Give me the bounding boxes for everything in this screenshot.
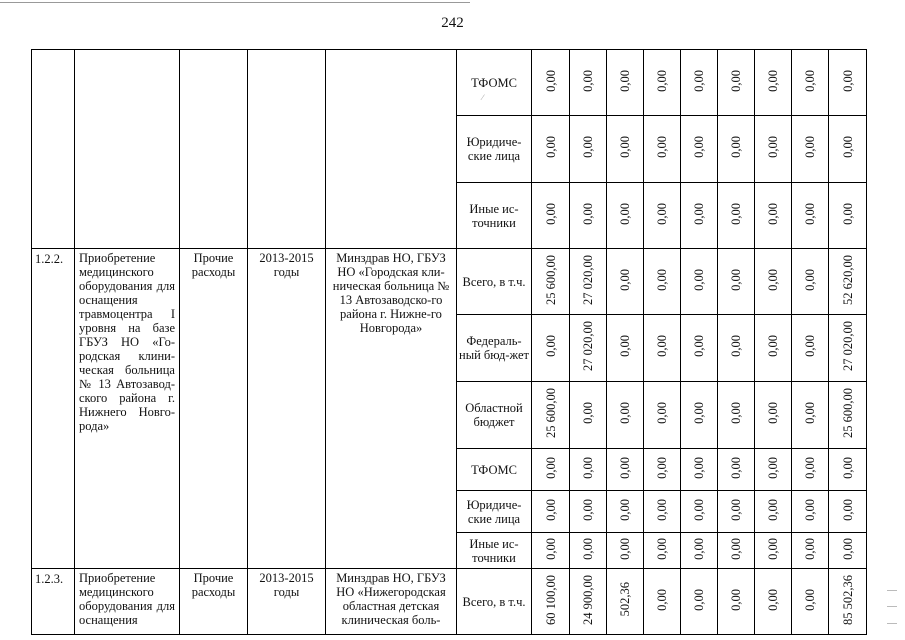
amount-value: 0,00 [692,537,706,560]
amount-cell [644,382,681,449]
item-executor-text: Минздрав НО, ГБУЗ НО «Городская кли-ническая больница № 13 Автозаводско-го района г. Нижне-го Новгорода» [332,251,450,335]
amount-value: 0,00 [840,456,855,479]
amount-value: 0,00 [581,202,595,225]
amount-value: 25 600,00 [543,254,558,305]
funding-source-label: Юридиче-ские лица [466,497,522,526]
amount-value: 0,00 [692,588,706,611]
amount-value: 0,00 [655,588,669,611]
amount-value: 25 600,00 [840,388,855,438]
item-executor-text: Минздрав НО, ГБУЗ НО «Нижегородская областная детская клиническая боль- [336,571,446,627]
amount-value: 0,00 [840,537,855,560]
amount-value: 24 900,00 [581,574,595,625]
item-category [180,249,248,569]
amount-value: 0,00 [692,69,706,92]
amount-value: 0,00 [729,456,743,479]
item-category-text: Прочие расходы [191,571,236,599]
amount-value: 0,00 [618,537,632,560]
amount-value: 0,00 [692,335,706,357]
amount-value: 0,00 [692,402,706,424]
amount-value: 0,00 [543,69,558,92]
item-name [75,249,180,569]
amount-value: 0,00 [803,202,817,225]
amount-value: 0,00 [692,498,706,521]
amount-cell [792,249,829,315]
amount-cell [644,491,681,533]
total-amount-cell [829,116,867,183]
amount-cell [532,491,570,533]
amount-value: 0,00 [766,202,780,225]
amount-cell [755,183,792,249]
amount-value: 0,00 [543,136,558,158]
total-amount-cell [829,449,867,491]
total-amount-cell [829,50,867,116]
item-name-text: Приобретение медицинского оборудования для оснащения травмоцентра I уровня на базе ГБУЗ НО «Го-родская клини-ческая больница № 13 Автозавод-ского района г. Нижнего Новго-рода» [79,251,175,433]
amount-value: 0,00 [655,456,669,479]
amount-cell [607,449,644,491]
amount-value: 0,00 [692,456,706,479]
amount-cell [718,116,755,183]
total-amount-cell [829,569,867,635]
funding-source [457,50,532,116]
amount-value: 0,00 [543,202,558,225]
amount-cell [570,491,607,533]
funding-source-label: Федераль-ный бюд-жет [459,334,529,362]
amount-value: 0,00 [655,202,669,225]
amount-value: 0,00 [803,69,817,92]
amount-value: 0,00 [729,69,743,92]
amount-value: 0,00 [803,335,817,357]
amount-value: 0,00 [803,402,817,424]
amount-cell [644,183,681,249]
amount-cell [532,382,570,449]
amount-cell [718,491,755,533]
amount-value: 0,00 [618,335,632,357]
funding-source-label: Областной бюджет [465,401,523,429]
amount-value: 0,00 [692,202,706,225]
amount-value: 0,00 [766,136,780,158]
amount-value: 0,00 [655,69,669,92]
total-amount-cell [829,315,867,382]
item-executor-cell [326,50,457,249]
amount-cell [718,569,755,635]
amount-value: 0,00 [803,456,817,479]
amount-value: 27 020,00 [581,321,595,371]
funding-source [457,449,532,491]
amount-cell [792,315,829,382]
amount-value: 0,00 [581,456,595,479]
amount-value: 0,00 [543,498,558,521]
amount-cell [755,315,792,382]
amount-value: 0,00 [581,498,595,521]
funding-source [457,116,532,183]
amount-cell [681,491,718,533]
amount-value: 25 600,00 [543,388,558,438]
amount-value: 0,00 [803,588,817,611]
total-amount-cell [829,491,867,533]
total-amount-cell [829,533,867,569]
amount-cell [681,315,718,382]
item-years-text: 2013-2015 годы [259,251,314,279]
amount-cell [644,569,681,635]
amount-value: 0,00 [729,202,743,225]
amount-cell [570,249,607,315]
item-category-cell [180,50,248,249]
amount-value: 0,00 [581,136,595,158]
amount-cell [607,382,644,449]
amount-cell [681,183,718,249]
amount-cell [755,116,792,183]
amount-value: 0,00 [543,335,558,357]
amount-cell [532,315,570,382]
amount-cell [607,491,644,533]
amount-value: 0,00 [729,498,743,521]
margin-mark [887,623,897,624]
funding-source [457,533,532,569]
funding-source [457,183,532,249]
amount-value: 0,00 [766,268,780,291]
amount-value: 0,00 [618,202,632,225]
amount-cell [718,315,755,382]
amount-value: 0,00 [840,136,855,158]
amount-value: 0,00 [729,588,743,611]
amount-value: 0,00 [766,69,780,92]
amount-cell [570,183,607,249]
amount-cell [532,183,570,249]
amount-value: 0,00 [655,402,669,424]
amount-value: 0,00 [618,268,632,291]
amount-value: 0,00 [729,335,743,357]
amount-cell [755,249,792,315]
total-amount-cell [829,249,867,315]
amount-cell [570,382,607,449]
amount-value: 0,00 [618,498,632,521]
amount-cell [681,249,718,315]
amount-value: 0,00 [543,456,558,479]
amount-value: 0,00 [729,402,743,424]
amount-value: 0,00 [618,69,632,92]
funding-source [457,249,532,315]
amount-value: 0,00 [581,537,595,560]
amount-value: 0,00 [766,588,780,611]
amount-cell [792,533,829,569]
total-amount-cell [829,183,867,249]
amount-value: 0,00 [729,268,743,291]
item-years-text: 2013-2015 годы [259,571,314,599]
table-row [32,50,867,116]
amount-cell [792,183,829,249]
amount-value: 0,00 [618,456,632,479]
item-years [248,569,326,635]
amount-cell [755,50,792,116]
amount-cell [607,116,644,183]
amount-cell [755,382,792,449]
amount-cell [607,315,644,382]
pen-mark: ⁄ [482,93,484,102]
amount-value: 27 020,00 [581,254,595,305]
amount-cell [532,50,570,116]
amount-value: 0,00 [840,498,855,521]
item-years-cell [248,50,326,249]
page-number: 242 [441,15,464,31]
funding-source [457,382,532,449]
amount-value: 52 620,00 [840,254,855,305]
amount-cell [681,533,718,569]
amount-value: 0,00 [803,537,817,560]
amount-cell [792,491,829,533]
amount-cell [570,569,607,635]
amount-value: 0,00 [729,136,743,158]
funding-source [457,569,532,635]
margin-mark [887,590,897,591]
amount-cell [532,533,570,569]
amount-cell [718,382,755,449]
amount-value: 502,36 [618,582,632,617]
amount-cell [570,315,607,382]
amount-value: 0,00 [581,69,595,92]
funding-source-label: ТФОМС [471,75,517,90]
amount-cell [718,249,755,315]
amount-value: 0,00 [655,136,669,158]
amount-value: 60 100,00 [543,574,558,625]
item-code-cell [32,50,75,249]
amount-value: 0,00 [803,136,817,158]
amount-value: 0,00 [840,202,855,225]
amount-cell [792,569,829,635]
amount-cell [681,50,718,116]
amount-cell [755,449,792,491]
amount-value: 0,00 [692,136,706,158]
budget-table [31,49,867,635]
item-executor [326,249,457,569]
item-code [32,569,75,635]
amount-cell [532,249,570,315]
amount-cell [644,533,681,569]
amount-cell [681,449,718,491]
amount-value: 85 502,36 [840,574,855,625]
amount-value: 0,00 [655,498,669,521]
funding-source [457,315,532,382]
amount-value: 0,00 [766,402,780,424]
table-row [32,569,867,635]
amount-value: 0,00 [618,136,632,158]
amount-cell [681,382,718,449]
amount-cell [532,449,570,491]
margin-mark [887,606,897,607]
amount-cell [718,533,755,569]
amount-cell [607,569,644,635]
amount-value: 0,00 [655,335,669,357]
item-years [248,249,326,569]
amount-value: 0,00 [766,456,780,479]
amount-cell [532,569,570,635]
amount-value: 0,00 [581,402,595,424]
amount-cell [607,533,644,569]
amount-cell [570,449,607,491]
amount-value: 0,00 [840,69,855,92]
amount-value: 0,00 [766,335,780,357]
amount-cell [570,116,607,183]
amount-cell [644,50,681,116]
amount-value: 0,00 [766,537,780,560]
amount-value: 0,00 [766,498,780,521]
amount-cell [644,116,681,183]
amount-value: 0,00 [729,537,743,560]
amount-value: 0,00 [803,268,817,291]
item-category [180,569,248,635]
amount-cell [607,183,644,249]
funding-source-label: Иные ис-точники [469,536,519,565]
amount-cell [792,116,829,183]
item-code-text: 1.2.3. [35,572,64,586]
funding-source-label: ТФОМС [471,462,517,477]
funding-source [457,491,532,533]
amount-cell [570,50,607,116]
amount-value: 0,00 [803,498,817,521]
item-name [75,569,180,635]
amount-cell [681,116,718,183]
amount-cell [792,50,829,116]
amount-cell [607,249,644,315]
amount-cell [792,449,829,491]
item-code [32,249,75,569]
amount-value: 27 020,00 [840,321,855,371]
item-executor [326,569,457,635]
amount-cell [644,249,681,315]
amount-cell [755,569,792,635]
amount-cell [607,50,644,116]
amount-cell [755,491,792,533]
item-category-text: Прочие расходы [191,251,236,279]
table-row [32,249,867,315]
amount-cell [792,382,829,449]
item-name-cell [75,50,180,249]
amount-cell [532,116,570,183]
funding-source-label: Иные ис-точники [469,201,519,230]
amount-cell [718,183,755,249]
amount-cell [644,449,681,491]
amount-cell [681,569,718,635]
amount-cell [718,50,755,116]
amount-cell [644,315,681,382]
amount-value: 0,00 [543,537,558,560]
amount-cell [718,449,755,491]
funding-source-label: Всего, в т.ч. [462,594,526,609]
amount-value: 0,00 [618,402,632,424]
funding-source-label: Всего, в т.ч. [462,274,526,289]
amount-value: 0,00 [692,268,706,291]
item-code-text: 1.2.2. [35,252,64,266]
amount-value: 0,00 [655,268,669,291]
funding-source-label: Юридиче-ские лица [466,135,522,163]
amount-cell [755,533,792,569]
item-name-text: Приобретение медицинского оборудования для оснащения [79,571,175,627]
total-amount-cell [829,382,867,449]
amount-value: 0,00 [655,537,669,560]
top-rule [0,2,470,3]
amount-cell [570,533,607,569]
